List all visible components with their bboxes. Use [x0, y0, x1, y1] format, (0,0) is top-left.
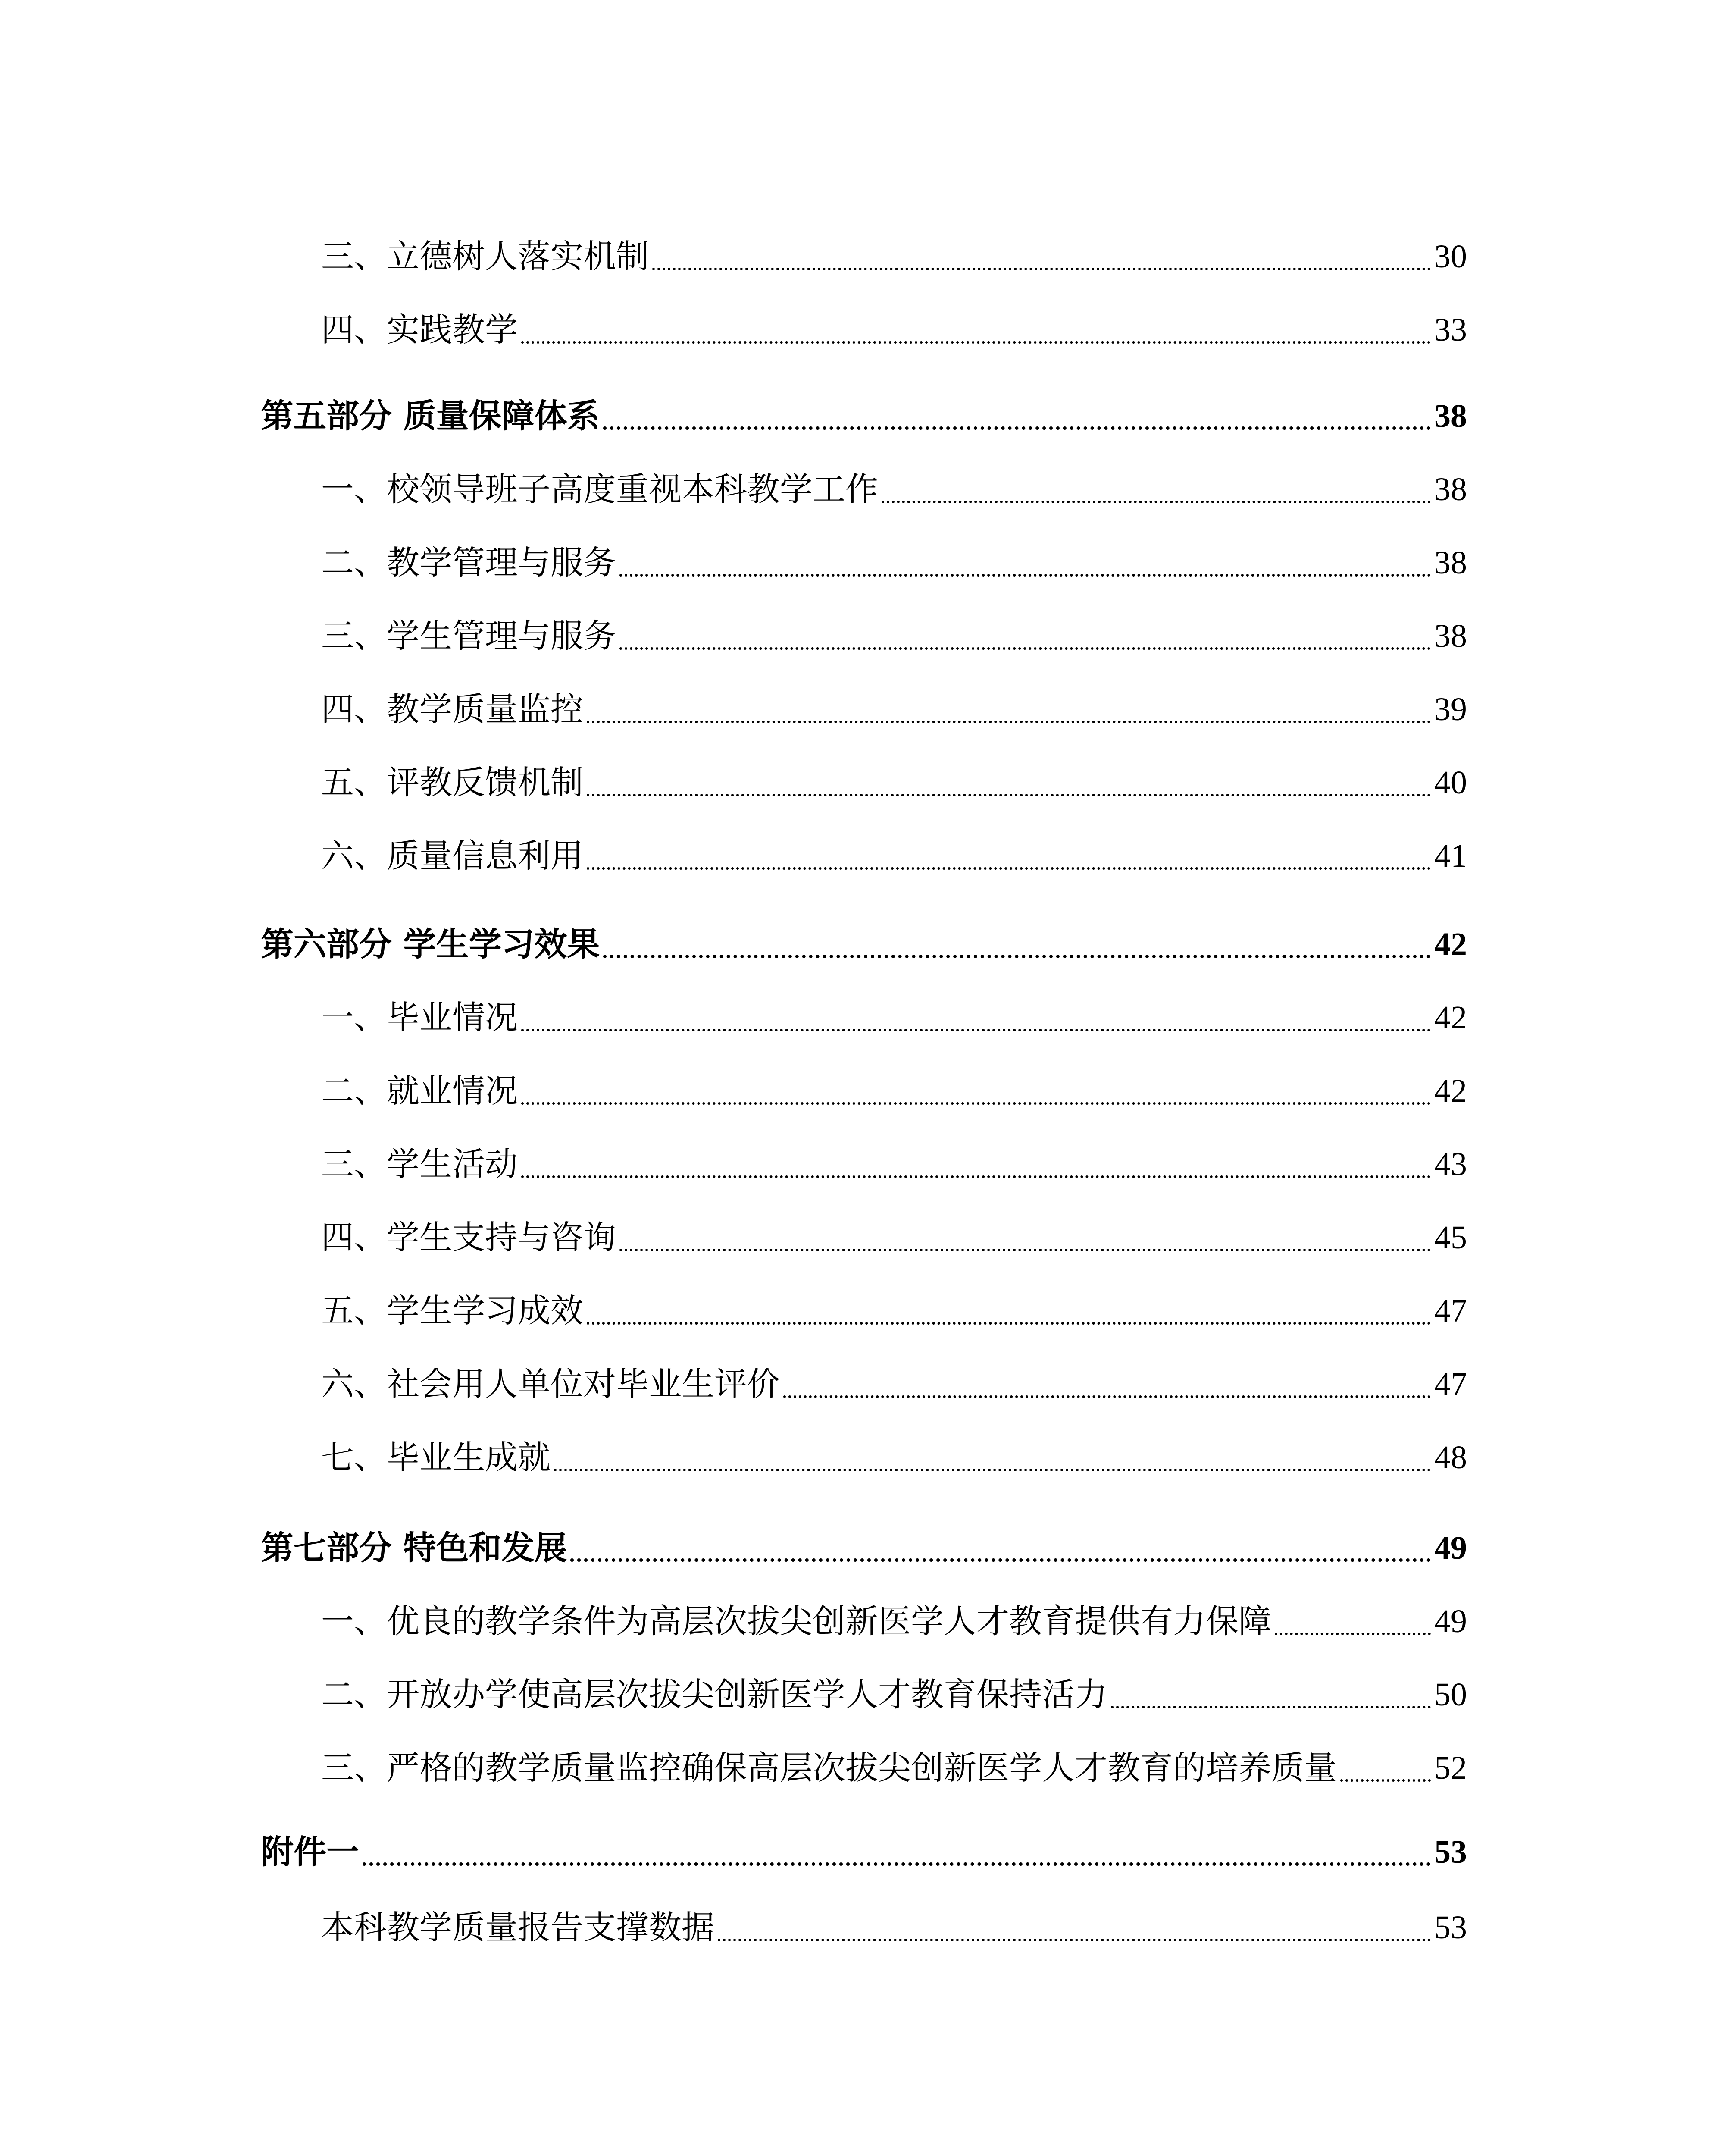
toc-entry-page-number: 30 [1434, 238, 1467, 275]
toc-entry-title: 附件一 [261, 1833, 359, 1871]
toc-dot-leader [652, 268, 1431, 270]
toc-entry-title: 一、毕业情况 [321, 998, 518, 1037]
toc-subsection-entry[interactable] [0, 231, 1711, 278]
toc-entry-title: 五、学生学习成效 [321, 1291, 583, 1330]
toc-entry-title: 三、严格的教学质量监控确保高层次拔尖创新医学人才教育的培养质量 [321, 1749, 1337, 1787]
toc-subsection-entry[interactable] [0, 1285, 1711, 1332]
toc-dot-leader [882, 501, 1431, 503]
toc-entry-title: 六、社会用人单位对毕业生评价 [321, 1365, 780, 1403]
toc-entry-title: 二、开放办学使高层次拔尖创新医学人才教育保持活力 [321, 1675, 1107, 1714]
toc-subsection-entry[interactable] [0, 830, 1711, 877]
toc-entry-page-number: 42 [1434, 1000, 1467, 1036]
toc-entry-page-number: 42 [1434, 1073, 1467, 1109]
toc-dot-leader [603, 955, 1431, 958]
toc-subsection-entry[interactable] [0, 1138, 1711, 1186]
toc-dot-leader [587, 867, 1431, 870]
toc-entry-page-number: 38 [1434, 545, 1467, 581]
toc-dot-leader [521, 1029, 1431, 1031]
toc-dot-leader [718, 1939, 1431, 1941]
toc-dot-leader [1111, 1706, 1431, 1708]
toc-dot-leader [619, 574, 1431, 577]
toc-entry-title: 三、学生活动 [321, 1145, 518, 1183]
toc-entry-title: 五、评教反馈机制 [321, 763, 583, 802]
toc-entry-page-number: 42 [1434, 926, 1467, 962]
toc-dot-leader [603, 426, 1431, 430]
toc-dot-leader [587, 1322, 1431, 1325]
toc-subsection-entry[interactable] [0, 537, 1711, 584]
toc-subsection-entry[interactable] [0, 610, 1711, 658]
toc-entry-page-number: 47 [1434, 1366, 1467, 1402]
toc-entry-title: 四、教学质量监控 [321, 690, 583, 728]
toc-entry-title: 第七部分 特色和发展 [261, 1529, 567, 1567]
toc-dot-leader [1275, 1633, 1431, 1635]
toc-subsection-entry[interactable] [0, 1669, 1711, 1716]
toc-subsection-entry[interactable] [0, 757, 1711, 804]
toc-entry-page-number: 52 [1434, 1750, 1467, 1786]
toc-dot-leader [619, 1249, 1431, 1251]
toc-entry-title: 二、教学管理与服务 [321, 543, 616, 582]
toc-entry-page-number: 53 [1434, 1909, 1467, 1946]
toc-dot-leader [521, 341, 1431, 344]
toc-subsection-entry[interactable] [0, 683, 1711, 731]
toc-entry-title: 三、学生管理与服务 [321, 617, 616, 655]
toc-subsection-entry[interactable] [0, 304, 1711, 351]
toc-entry-title: 一、优良的教学条件为高层次拔尖创新医学人才教育提供有力保障 [321, 1602, 1271, 1640]
toc-subsection-entry[interactable] [0, 1742, 1711, 1789]
toc-subsection-entry[interactable] [0, 1902, 1711, 1949]
toc-subsection-entry[interactable] [0, 992, 1711, 1039]
toc-entry-page-number: 39 [1434, 691, 1467, 727]
toc-entry-page-number: 41 [1434, 838, 1467, 874]
toc-entry-title: 第五部分 质量保障体系 [261, 397, 600, 435]
toc-entry-title: 七、毕业生成就 [321, 1438, 551, 1476]
toc-dot-leader [521, 1102, 1431, 1105]
toc-entry-title: 四、实践教学 [321, 310, 518, 349]
toc-subsection-entry[interactable] [0, 1212, 1711, 1259]
toc-entry-title: 本科教学质量报告支撑数据 [321, 1908, 714, 1946]
toc-section-entry[interactable] [0, 1522, 1711, 1570]
toc-entry-page-number: 43 [1434, 1146, 1467, 1182]
toc-entry-page-number: 48 [1434, 1439, 1467, 1476]
toc-entry-title: 六、质量信息利用 [321, 837, 583, 875]
toc-dot-leader [363, 1862, 1431, 1866]
toc-entry-page-number: 53 [1434, 1834, 1467, 1870]
toc-dot-leader [587, 721, 1431, 723]
toc-dot-leader [783, 1395, 1431, 1398]
toc-entry-page-number: 50 [1434, 1677, 1467, 1713]
toc-section-entry[interactable] [0, 918, 1711, 966]
toc-entry-page-number: 40 [1434, 765, 1467, 801]
toc-subsection-entry[interactable] [0, 1432, 1711, 1479]
toc-entry-page-number: 38 [1434, 618, 1467, 654]
toc-entry-page-number: 38 [1434, 471, 1467, 508]
toc-entry-page-number: 49 [1434, 1530, 1467, 1566]
toc-dot-leader [1340, 1779, 1431, 1782]
toc-subsection-entry[interactable] [0, 1595, 1711, 1643]
toc-entry-title: 二、就业情况 [321, 1072, 518, 1110]
toc-subsection-entry[interactable] [0, 1358, 1711, 1406]
toc-entry-page-number: 38 [1434, 398, 1467, 434]
toc-dot-leader [570, 1558, 1431, 1562]
toc-entry-title: 三、立德树人落实机制 [321, 237, 649, 276]
toc-dot-leader [619, 647, 1431, 650]
toc-entry-title: 一、校领导班子高度重视本科教学工作 [321, 470, 878, 508]
toc-dot-leader [554, 1469, 1431, 1471]
toc-entry-page-number: 49 [1434, 1603, 1467, 1639]
toc-entry-page-number: 47 [1434, 1293, 1467, 1329]
toc-section-entry[interactable] [0, 1826, 1711, 1874]
toc-subsection-entry[interactable] [0, 464, 1711, 511]
toc-dot-leader [521, 1175, 1431, 1178]
toc-entry-title: 第六部分 学生学习效果 [261, 925, 600, 963]
toc-entry-page-number: 45 [1434, 1219, 1467, 1256]
toc-dot-leader [587, 794, 1431, 796]
toc-section-entry[interactable] [0, 390, 1711, 438]
toc-entry-title: 四、学生支持与咨询 [321, 1218, 616, 1257]
toc-subsection-entry[interactable] [0, 1065, 1711, 1112]
toc-entry-page-number: 33 [1434, 312, 1467, 348]
